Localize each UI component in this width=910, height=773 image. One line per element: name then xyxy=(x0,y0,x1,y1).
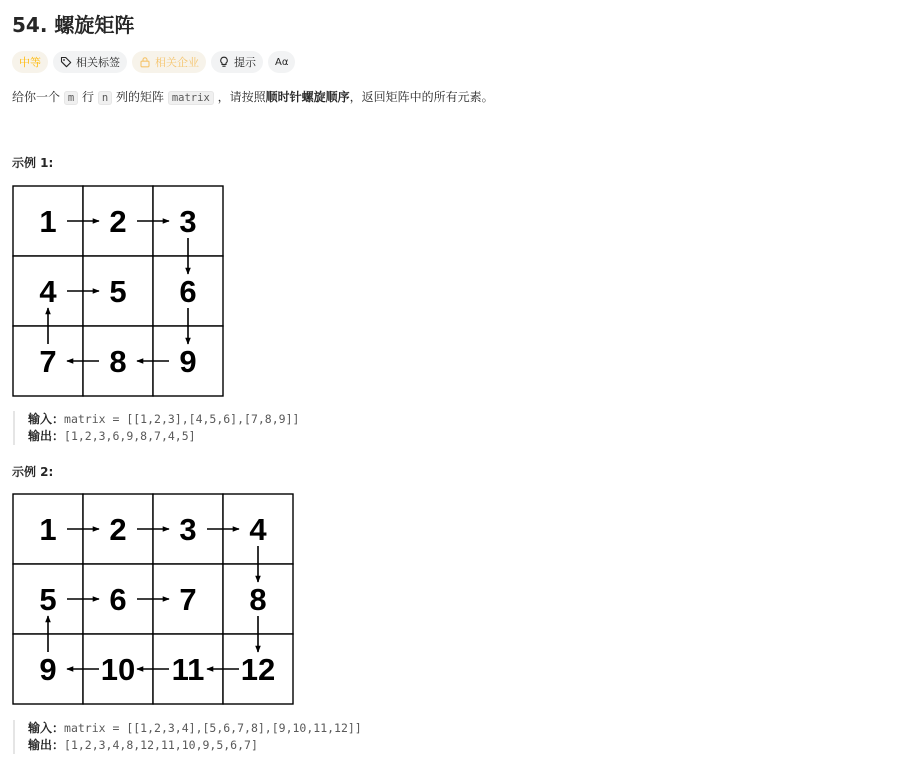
cell-number: 3 xyxy=(179,204,197,239)
topics-tag-button[interactable] xyxy=(53,51,127,73)
cell-number: 6 xyxy=(109,582,127,617)
cell-number: 7 xyxy=(179,582,197,617)
input-value: matrix = [[1,2,3,4],[5,6,7,8],[9,10,11,12]] xyxy=(64,721,362,735)
desc-text-1: 给你一个 xyxy=(12,90,61,104)
cell-number: 4 xyxy=(249,512,267,547)
cell-number: 1 xyxy=(39,204,57,239)
desc-text-3: 列的矩阵 xyxy=(116,90,165,104)
cell-number: 1 xyxy=(39,512,57,547)
code-matrix: matrix xyxy=(168,91,214,105)
problem-title: 54. 螺旋矩阵 xyxy=(12,13,135,37)
desc-text-2: 行 xyxy=(82,90,95,104)
cell-number: 8 xyxy=(249,582,267,617)
cell-number: 6 xyxy=(179,274,197,309)
tag-bar xyxy=(12,51,295,73)
companies-tag-button[interactable] xyxy=(132,51,206,73)
cell-number: 7 xyxy=(39,344,57,379)
code-n: n xyxy=(98,91,112,105)
input-label: 输入： xyxy=(28,721,65,735)
desc-text-5: ，返回矩阵中的所有元素。 xyxy=(349,90,494,104)
example-1-spiral-diagram xyxy=(12,185,226,399)
desc-text-4: ，请按照 xyxy=(217,90,266,104)
translate-icon: Aα xyxy=(275,56,289,68)
cell-number: 4 xyxy=(39,274,57,309)
cell-number: 3 xyxy=(179,512,197,547)
example-2-spiral-diagram xyxy=(12,493,296,707)
output-value: [1,2,3,4,8,12,11,10,9,5,6,7] xyxy=(64,738,258,752)
cell-number: 12 xyxy=(240,652,276,687)
hint-label: 提示 xyxy=(234,56,256,69)
cell-number: 10 xyxy=(100,652,136,687)
output-value: [1,2,3,6,9,8,7,4,5] xyxy=(64,429,196,443)
cell-number: 8 xyxy=(109,344,127,379)
cell-number: 11 xyxy=(171,652,205,687)
companies-tag-label: 相关企业 xyxy=(155,56,199,69)
cell-number: 9 xyxy=(179,344,197,379)
example-2-title: 示例 2: xyxy=(12,465,54,479)
translate-button[interactable] xyxy=(268,51,295,73)
lock-icon xyxy=(139,56,151,68)
lightbulb-icon xyxy=(218,56,230,68)
cell-number: 2 xyxy=(109,204,127,239)
hint-button[interactable] xyxy=(211,51,263,73)
example-2-io xyxy=(13,720,362,754)
output-label: 输出： xyxy=(28,738,65,752)
input-label: 输入： xyxy=(28,412,65,426)
desc-bold: 顺时针螺旋顺序 xyxy=(265,90,350,104)
code-m: m xyxy=(64,91,78,105)
cell-number: 2 xyxy=(109,512,127,547)
problem-description xyxy=(12,88,494,107)
example-1-io xyxy=(13,411,299,445)
tag-icon xyxy=(60,56,72,68)
cell-number: 5 xyxy=(39,582,57,617)
cell-number: 5 xyxy=(109,274,127,309)
output-label: 输出： xyxy=(28,429,65,443)
topics-tag-label: 相关标签 xyxy=(76,56,120,69)
input-value: matrix = [[1,2,3],[4,5,6],[7,8,9]] xyxy=(64,412,300,426)
difficulty-badge: 中等 xyxy=(12,51,48,73)
cell-number: 9 xyxy=(39,652,57,687)
example-1-title: 示例 1: xyxy=(12,156,54,170)
